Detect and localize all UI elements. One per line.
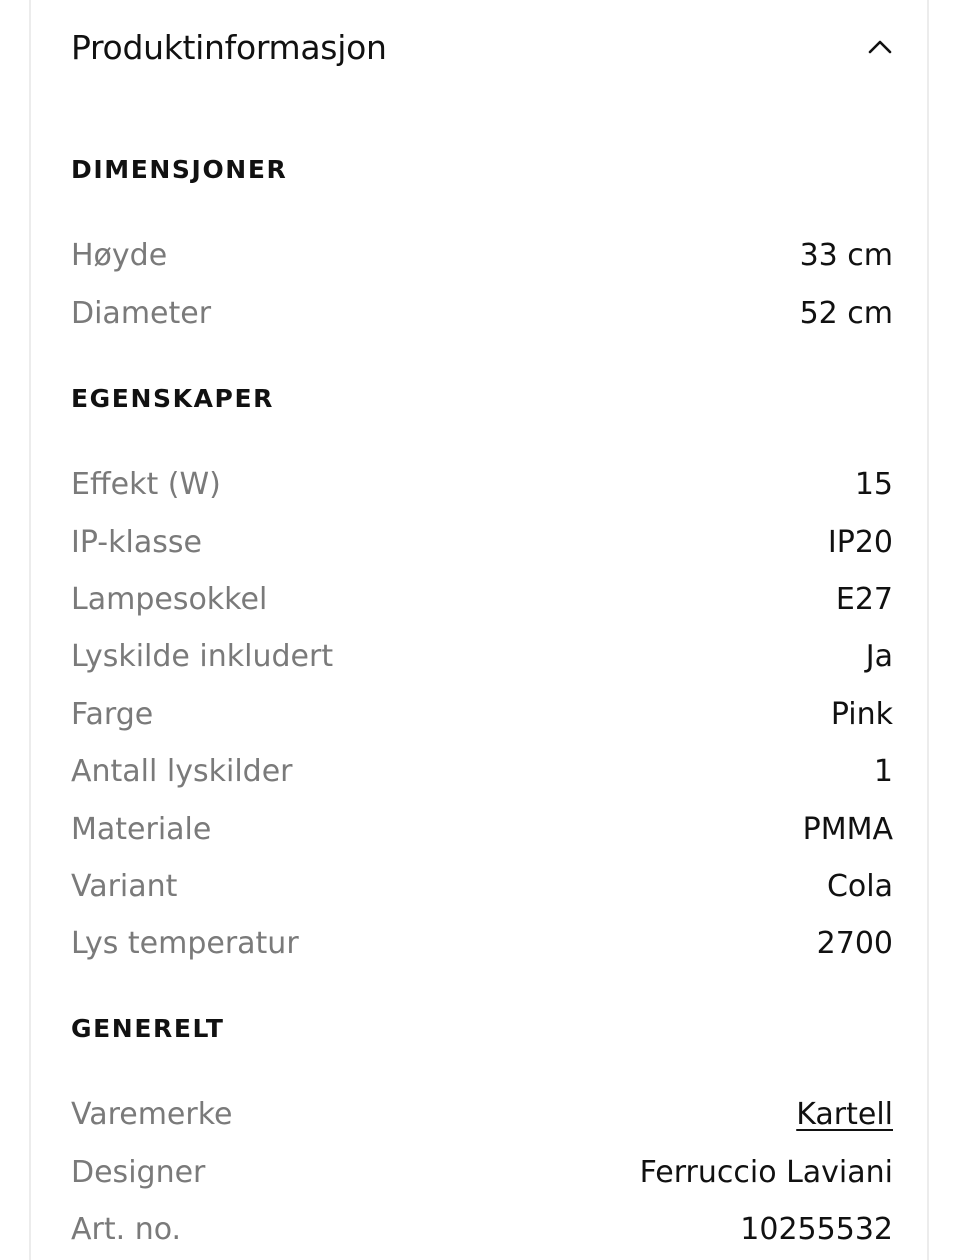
- product-info-panel: [29, 0, 929, 1260]
- spec-row-color: [71, 686, 893, 743]
- spec-value: 15: [854, 467, 893, 503]
- section-title: DIMENSJONER: [71, 155, 288, 184]
- spec-label: Lampesokkel: [71, 581, 268, 617]
- chevron-up-icon[interactable]: [867, 34, 893, 60]
- spec-row-bulb-included: [71, 628, 893, 685]
- spec-value: PMMA: [802, 811, 893, 847]
- spec-label: IP-klasse: [71, 524, 202, 560]
- spec-value: 10255532: [740, 1211, 893, 1247]
- spec-label: Lys temperatur: [71, 926, 299, 962]
- section-dimensions: [71, 155, 893, 342]
- spec-value: E27: [835, 581, 893, 617]
- spec-row-article-number: [71, 1201, 893, 1258]
- spec-label: Farge: [71, 696, 154, 732]
- product-info-title: Produktinformasjon: [71, 27, 387, 67]
- spec-value: 33 cm: [799, 238, 893, 274]
- spec-row-socket: [71, 571, 893, 628]
- section-title: GENERELT: [71, 1014, 225, 1043]
- spec-label: Varemerke: [71, 1097, 233, 1133]
- spec-value: 2700: [816, 926, 893, 962]
- spec-label: Høyde: [71, 238, 168, 274]
- spec-value: IP20: [827, 524, 893, 560]
- spec-label: Art. no.: [71, 1211, 182, 1247]
- spec-row-diameter: [71, 284, 893, 341]
- spec-label: Antall lyskilder: [71, 754, 293, 790]
- spec-row-height: [71, 227, 893, 284]
- spec-row-bulb-count: [71, 743, 893, 800]
- section-general: [71, 1014, 893, 1258]
- section-properties: [71, 384, 893, 973]
- spec-value: Cola: [826, 868, 893, 904]
- spec-value: Ja: [865, 639, 893, 675]
- spec-value: 52 cm: [799, 295, 893, 331]
- spec-value: Pink: [830, 696, 893, 732]
- spec-label: Designer: [71, 1154, 206, 1190]
- spec-row-brand: [71, 1086, 893, 1143]
- spec-row-color-temperature: [71, 915, 893, 972]
- spec-row-designer: [71, 1143, 893, 1200]
- brand-link[interactable]: Kartell: [796, 1097, 893, 1133]
- section-title: EGENSKAPER: [71, 384, 274, 413]
- spec-label: Effekt (W): [71, 467, 221, 503]
- spec-row-power: [71, 456, 893, 513]
- spec-value: 1: [873, 754, 893, 790]
- product-info-header[interactable]: [71, 22, 893, 72]
- spec-label: Variant: [71, 868, 178, 904]
- spec-label: Materiale: [71, 811, 212, 847]
- spec-label: Lyskilde inkludert: [71, 639, 334, 675]
- spec-row-variant: [71, 858, 893, 915]
- spec-label: Diameter: [71, 295, 212, 331]
- spec-value: Ferruccio Laviani: [639, 1154, 893, 1190]
- spec-row-material: [71, 800, 893, 857]
- spec-row-ip-class: [71, 513, 893, 570]
